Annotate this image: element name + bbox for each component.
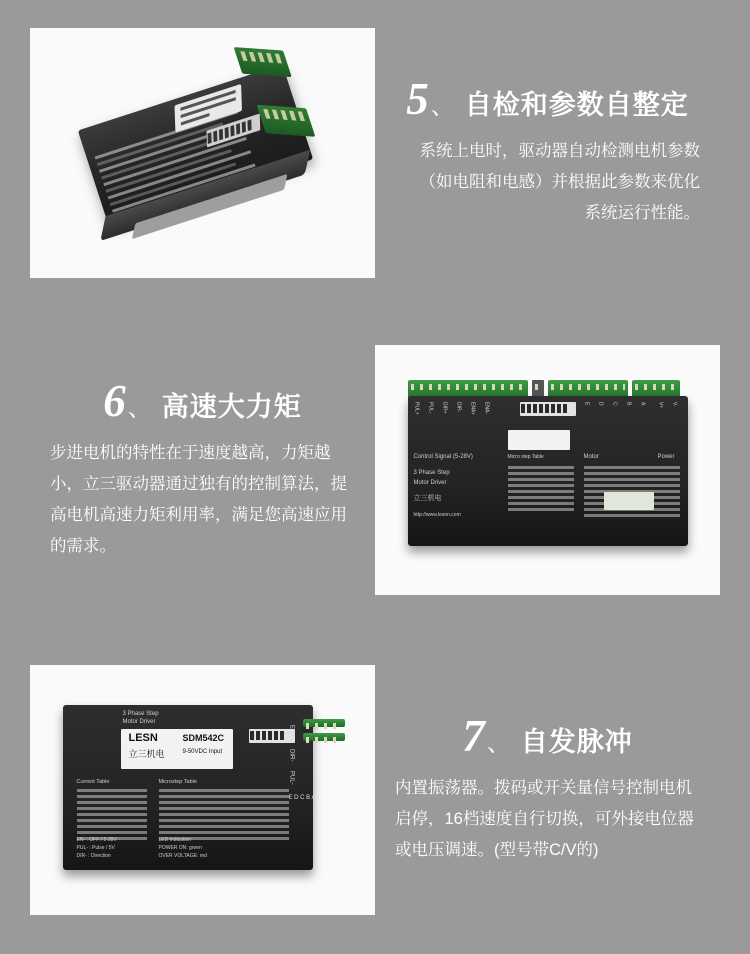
feature-separator: 、 (486, 730, 511, 757)
feature-number: 5 (406, 74, 429, 124)
feature-separator: 、 (127, 394, 152, 422)
product-image-self-pulse (30, 665, 375, 915)
driver-device-illustration-front-labeled: 3 Phase Step Motor Driver LESN 立三机电 SDM542C 9-50VDC Input Current Table Microstep Table EN- : OFF / 5-28V PUL- : Pulse / 5V DIR- : Direction LED Indication POWER ON: green OVER VOLTAGE: red ENA- DIR- PUL- E D C B A (53, 685, 353, 895)
driver-device-illustration-angled (50, 28, 354, 278)
product-image-high-speed-torque (375, 345, 720, 595)
feature-title: 自检和参数自整定 (464, 90, 689, 120)
product-image-self-test (30, 28, 375, 278)
feature-heading-high-speed-torque (36, 375, 369, 426)
feature-section-high-speed-torque (30, 345, 720, 595)
driver-device-illustration-front: PUL+ PUL- DIR+ DIR- ENA+ ENA- Control Signal (5-28V) E D C B A Motor V+ V- Power Micro step Table 3 Phase Step Motor Driver 立三机电 http://www.lesnn.com (398, 370, 698, 570)
feature-body: 步进电机的特性在于速度越高，力矩越小，立三驱动器通过独有的控制算法，提高电机高速力矩利用率，满足您高速应用的需求。 (50, 443, 347, 555)
feature-text-self-test (375, 28, 720, 278)
feature-title: 高速大力矩 (161, 391, 302, 422)
feature-number: 7 (462, 711, 485, 761)
feature-separator: 、 (430, 93, 455, 120)
feature-number: 6 (103, 375, 126, 426)
feature-heading-self-test (381, 74, 714, 124)
feature-body: 内置振荡器。拨码或开关量信号控制电机启停，16档速度自行切换，可外接电位器或电压调速。(型号带C/V的) (395, 779, 694, 859)
feature-title: 自发脉冲 (520, 727, 633, 757)
feature-section-self-pulse (30, 665, 720, 915)
feature-text-high-speed-torque (30, 345, 375, 595)
feature-text-self-pulse (375, 665, 720, 915)
connector-motor (303, 733, 345, 741)
connector-control (303, 719, 345, 727)
feature-section-self-test (30, 28, 720, 278)
feature-body: 系统上电时，驱动器自动检测电机参数（如电阻和电感）并根据此参数来优化系统运行性能。 (419, 142, 700, 222)
feature-heading-self-pulse (381, 711, 714, 761)
